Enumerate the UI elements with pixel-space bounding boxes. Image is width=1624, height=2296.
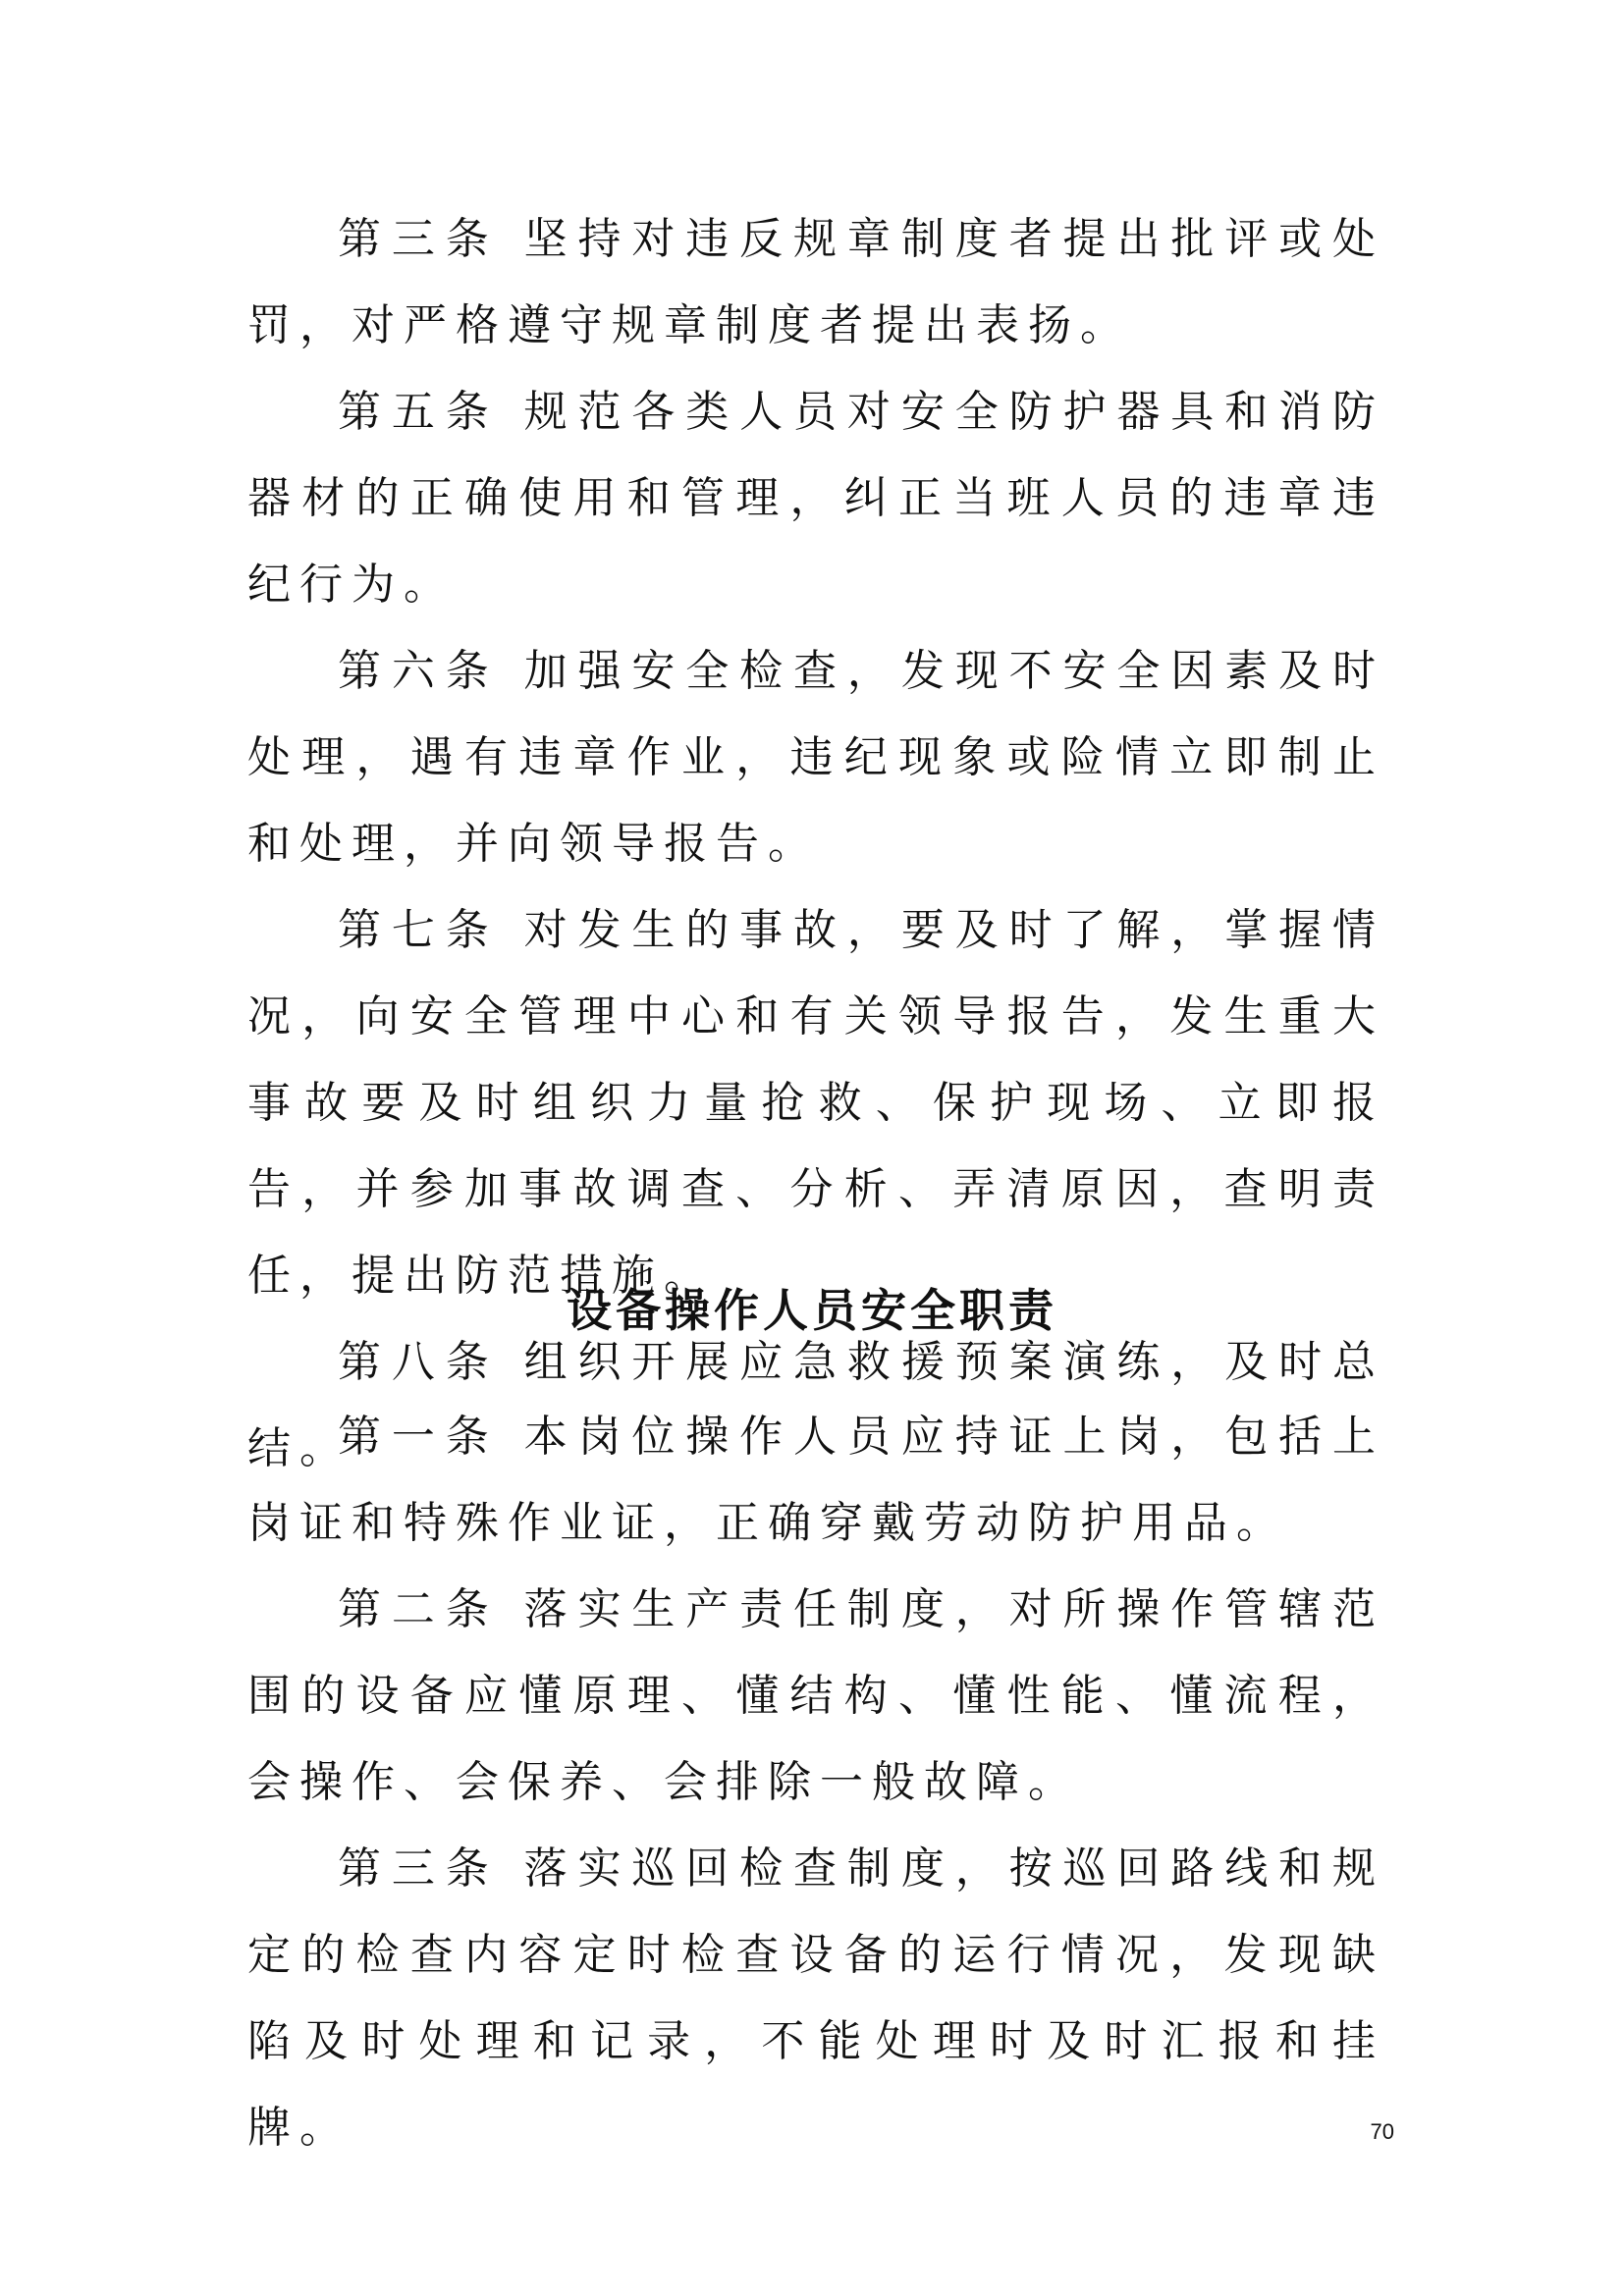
article-6-paragraph: 第六条 加强安全检查，发现不安全因素及时处理，遇有违章作业，违纪现象或险情立即制止和处理，并向领导报告。 [247, 646, 1384, 869]
page-number: 70 [1370, 2119, 1394, 2144]
operator-article-3-paragraph: 第三条 落实巡回检查制度，按巡回路线和规定的检查内容定时检查设备的运行情况，发现缺陷及时处理和记录，不能处理时及时汇报和挂牌。 [247, 1843, 1384, 2153]
article-8-paragraph: 第八条 组织开展应急救援预案演练，及时总结。 [247, 1337, 1384, 1473]
section-title: 设备操作人员安全职责 [567, 1284, 1057, 1337]
article-3-paragraph: 第三条 坚持对违反规章制度者提出批评或处罚，对严格遵守规章制度者提出表扬。 [247, 214, 1384, 350]
article-7-paragraph: 第七条 对发生的事故，要及时了解，掌握情况，向安全管理中心和有关领导报告，发生重大事故要及时组织力量抢救、保护现场、立即报告，并参加事故调查、分析、弄清原因，查明责任，提出防范措施。 [247, 905, 1384, 1301]
article-5-paragraph: 第五条 规范各类人员对安全防护器具和消防器材的正确使用和管理，纠正当班人员的违章违纪行为。 [247, 387, 1384, 610]
section-2-body [247, 1394, 1384, 2171]
operator-article-2-paragraph: 第二条 落实生产责任制度，对所操作管辖范围的设备应懂原理、懂结构、懂性能、懂流程，会操作、会保养、会排除一般故障。 [247, 1584, 1384, 1807]
operator-article-1-paragraph: 第一条 本岗位操作人员应持证上岗，包括上岗证和特殊作业证，正确穿戴劳动防护用品。 [247, 1412, 1384, 1548]
